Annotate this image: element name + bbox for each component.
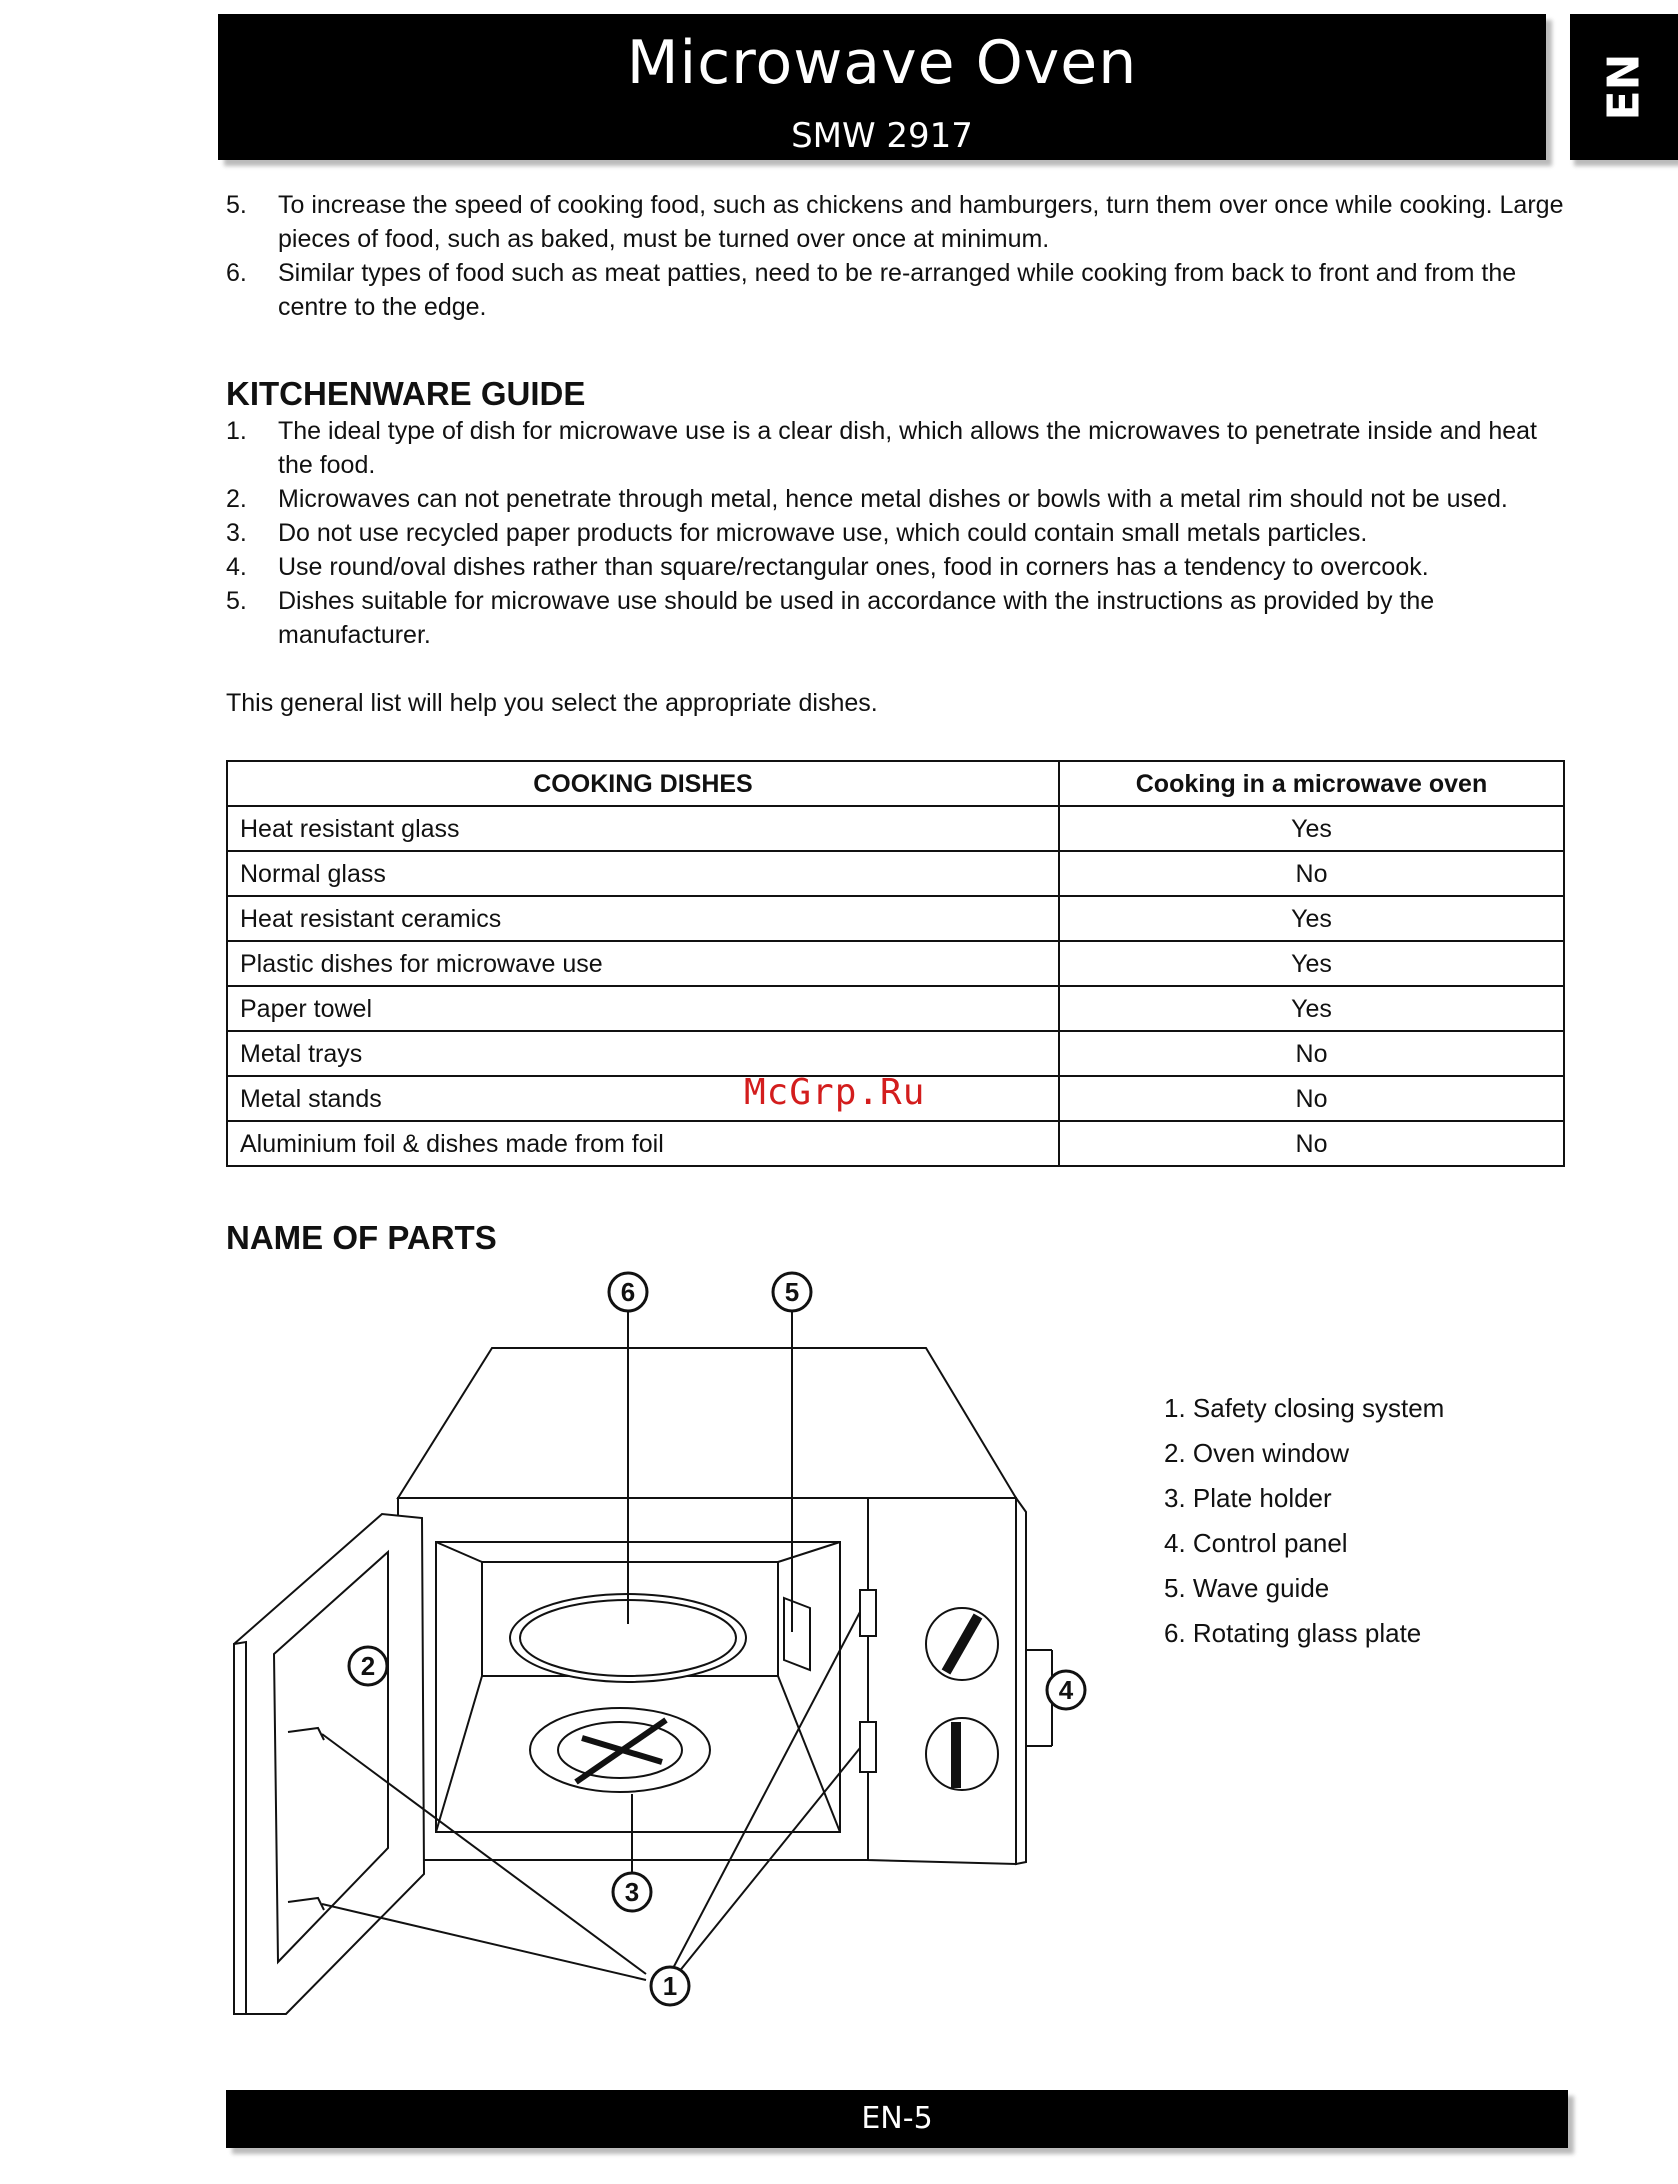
dish-cell: Heat resistant glass [227,806,1059,851]
dish-cell: Aluminium foil & dishes made from foil [227,1121,1059,1166]
dish-cell: Metal trays [227,1031,1059,1076]
column-header: COOKING DISHES [227,761,1059,806]
suitability-cell: Yes [1059,806,1564,851]
callout-2 [349,1647,387,1685]
table-row [227,1031,1564,1076]
callout-label: 5 [784,1277,800,1307]
page-header [218,14,1546,160]
list-item [226,550,1566,584]
table-row [227,851,1564,896]
part-item: 4. Control panel [1164,1528,1348,1558]
suitability-cell: No [1059,1076,1564,1121]
latch-slot-bottom [860,1722,876,1772]
suitability-cell: No [1059,1121,1564,1166]
dish-cell: Metal stands [227,1076,1059,1121]
list-number: 5. [226,587,247,615]
list-text: Do not use recycled paper products for microwave use, which could contain small metals particles. [278,519,1368,547]
callout-label: 1 [662,1971,678,2001]
callout-1 [651,1967,689,2005]
wave-guide [784,1598,810,1670]
dish-cell: Plastic dishes for microwave use [227,941,1059,986]
watermark: McGrp.Ru [744,1072,926,1113]
list-text: To increase the speed of cooking food, such as chickens and hamburgers, turn them over once while cooking. Large pieces of food, such as baked, must be turned over once at minimum. [278,191,1564,253]
list-number: 3. [226,519,247,547]
list-number: 2. [226,485,247,513]
dish-cell: Paper towel [227,986,1059,1031]
main-content [226,188,1566,1167]
list-number: 5. [226,191,247,219]
suitability-cell: Yes [1059,941,1564,986]
suitability-cell: Yes [1059,896,1564,941]
list-text: The ideal type of dish for microwave use is a clear dish, which allows the microwaves to penetrate inside and heat the food. [278,417,1537,479]
list-item [226,256,1566,324]
document-title: Microwave Oven [626,28,1138,98]
callout-3 [613,1873,651,1911]
model-number: SMW 2917 [791,116,973,156]
list-number: 1. [226,417,247,445]
list-item [226,414,1566,482]
callout-5 [773,1273,811,1311]
list-item [226,482,1566,516]
control-panel [868,1498,1016,1864]
callout-6 [609,1273,647,1311]
callout-label: 4 [1058,1675,1074,1705]
table-row [227,806,1564,851]
part-item: 5. Wave guide [1164,1573,1330,1603]
kitchenware-heading: KITCHENWARE GUIDE [226,375,586,412]
list-item [226,584,1566,652]
table-row [227,896,1564,941]
page-number: EN-5 [861,2101,933,2136]
callout-label: 6 [620,1277,636,1307]
page-footer [226,2090,1568,2148]
table-header-row [227,761,1564,806]
intro-list [226,188,1566,324]
callout-4 [1047,1671,1085,1709]
list-item [226,516,1566,550]
general-note: This general list will help you select the appropriate dishes. [226,689,878,717]
dish-cell: Heat resistant ceramics [227,896,1059,941]
suitability-cell: Yes [1059,986,1564,1031]
power-knob [926,1718,998,1790]
column-header: Cooking in a microwave oven [1059,761,1564,806]
kitchenware-list [226,414,1566,652]
parts-heading: NAME OF PARTS [226,1219,497,1256]
suitability-cell: No [1059,1031,1564,1076]
part-item: 2. Oven window [1164,1438,1349,1468]
language-tab [1570,14,1678,160]
list-text: Dishes suitable for microwave use should be used in accordance with the instructions as provided by the manufacturer. [278,587,1435,649]
suitability-cell: No [1059,851,1564,896]
latch-slot-top [860,1590,876,1636]
list-text: Use round/oval dishes rather than square/rectangular ones, food in corners has a tendency to overcook. [278,553,1429,581]
callout-label: 3 [624,1877,640,1907]
list-text: Similar types of food such as meat patties, need to be re-arranged while cooking from back to front and from the centre to the edge. [278,259,1517,321]
list-text: Microwaves can not penetrate through metal, hence metal dishes or bowls with a metal rim should not be used. [278,485,1508,513]
dish-cell: Normal glass [227,851,1059,896]
table-row [227,1121,1564,1166]
part-item: 1. Safety closing system [1164,1393,1445,1423]
housing-top [398,1348,1016,1498]
microwave-diagram [226,1262,1106,2022]
parts-list [1164,1386,1444,1656]
part-item: 3. Plate holder [1164,1483,1332,1513]
list-number: 6. [226,259,247,287]
list-number: 4. [226,553,247,581]
part-item: 6. Rotating glass plate [1164,1618,1422,1648]
table-row [227,941,1564,986]
language-label: EN [1598,53,1650,121]
list-item [226,188,1566,256]
callout-label: 2 [360,1651,376,1681]
table-row [227,986,1564,1031]
